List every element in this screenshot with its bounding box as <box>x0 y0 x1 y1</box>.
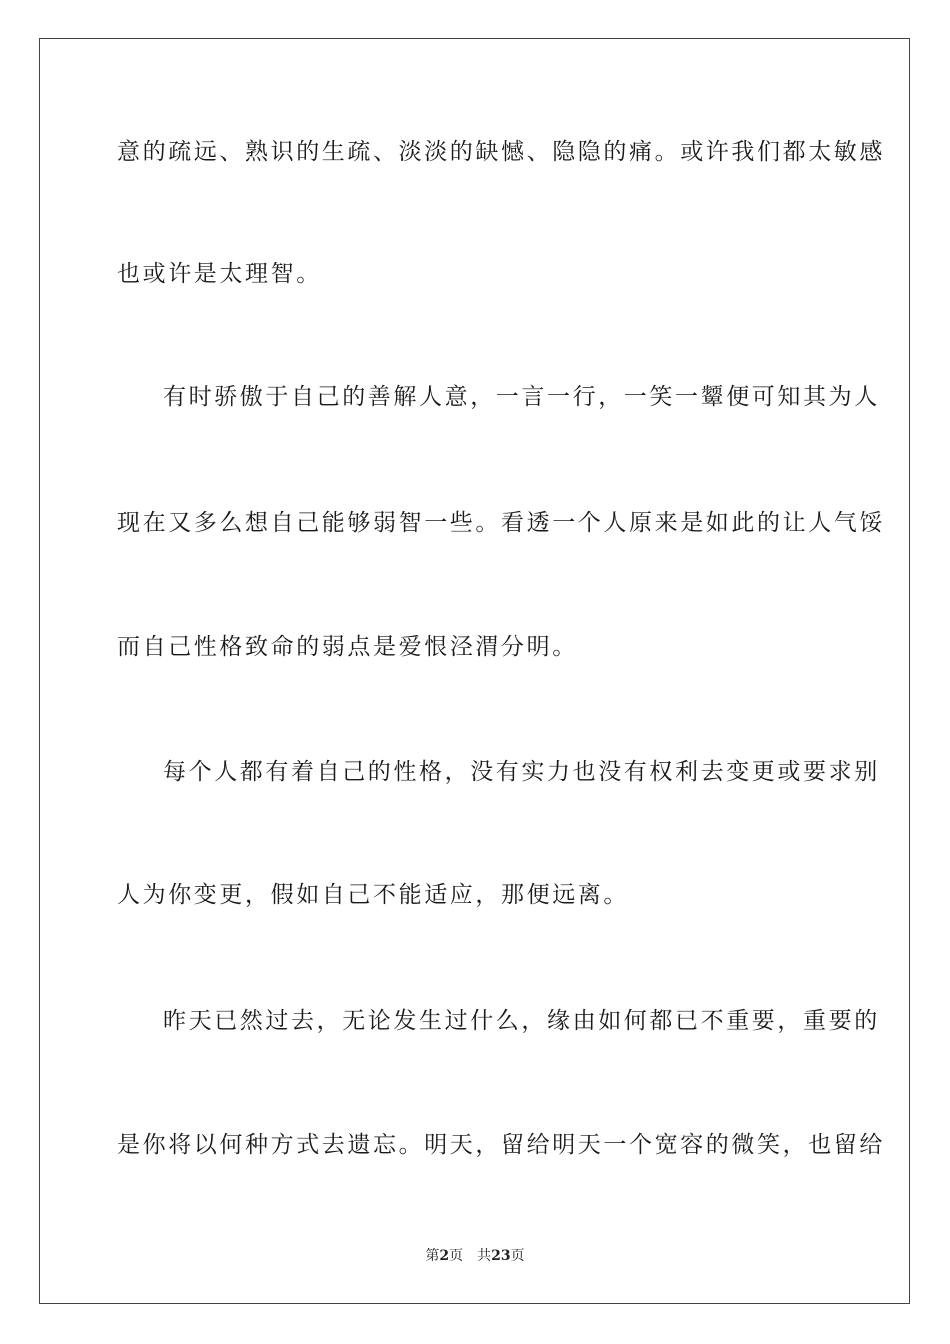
text-line-8: 昨天已然过去，无论发生过什么，缘由如何都已不重要，重要的 <box>163 1008 880 1034</box>
text-line-9: 是你将以何种方式去遗忘。明天，留给明天一个宽容的微笑，也留给 <box>117 1132 885 1158</box>
footer-total-suffix: 页 <box>510 1248 525 1264</box>
page-footer <box>0 1246 950 1266</box>
text-line-7: 人为你变更，假如自己不能适应，那便远离。 <box>117 882 629 908</box>
text-line-6: 每个人都有着自己的性格，没有实力也没有权利去变更或要求别 <box>163 759 880 785</box>
text-line-4: 现在又多么想自己能够弱智一些。看透一个人原来是如此的让人气馁 <box>117 510 885 536</box>
footer-page-prefix: 第 <box>425 1248 440 1264</box>
text-line-2: 也或许是太理智。 <box>117 261 322 287</box>
text-line-1: 意的疏远、熟识的生疏、淡淡的缺憾、隐隐的痛。或许我们都太敏感 <box>117 139 885 165</box>
text-line-3: 有时骄傲于自己的善解人意，一言一行，一笑一颦便可知其为人 <box>163 384 880 410</box>
footer-total-prefix: 共 <box>477 1248 492 1264</box>
page-frame <box>39 38 910 1304</box>
footer-page-total: 23 <box>491 1248 511 1264</box>
footer-page-suffix: 页 <box>449 1248 464 1264</box>
footer-page-current: 2 <box>439 1248 450 1264</box>
text-line-5: 而自己性格致命的弱点是爱恨泾渭分明。 <box>117 634 578 660</box>
